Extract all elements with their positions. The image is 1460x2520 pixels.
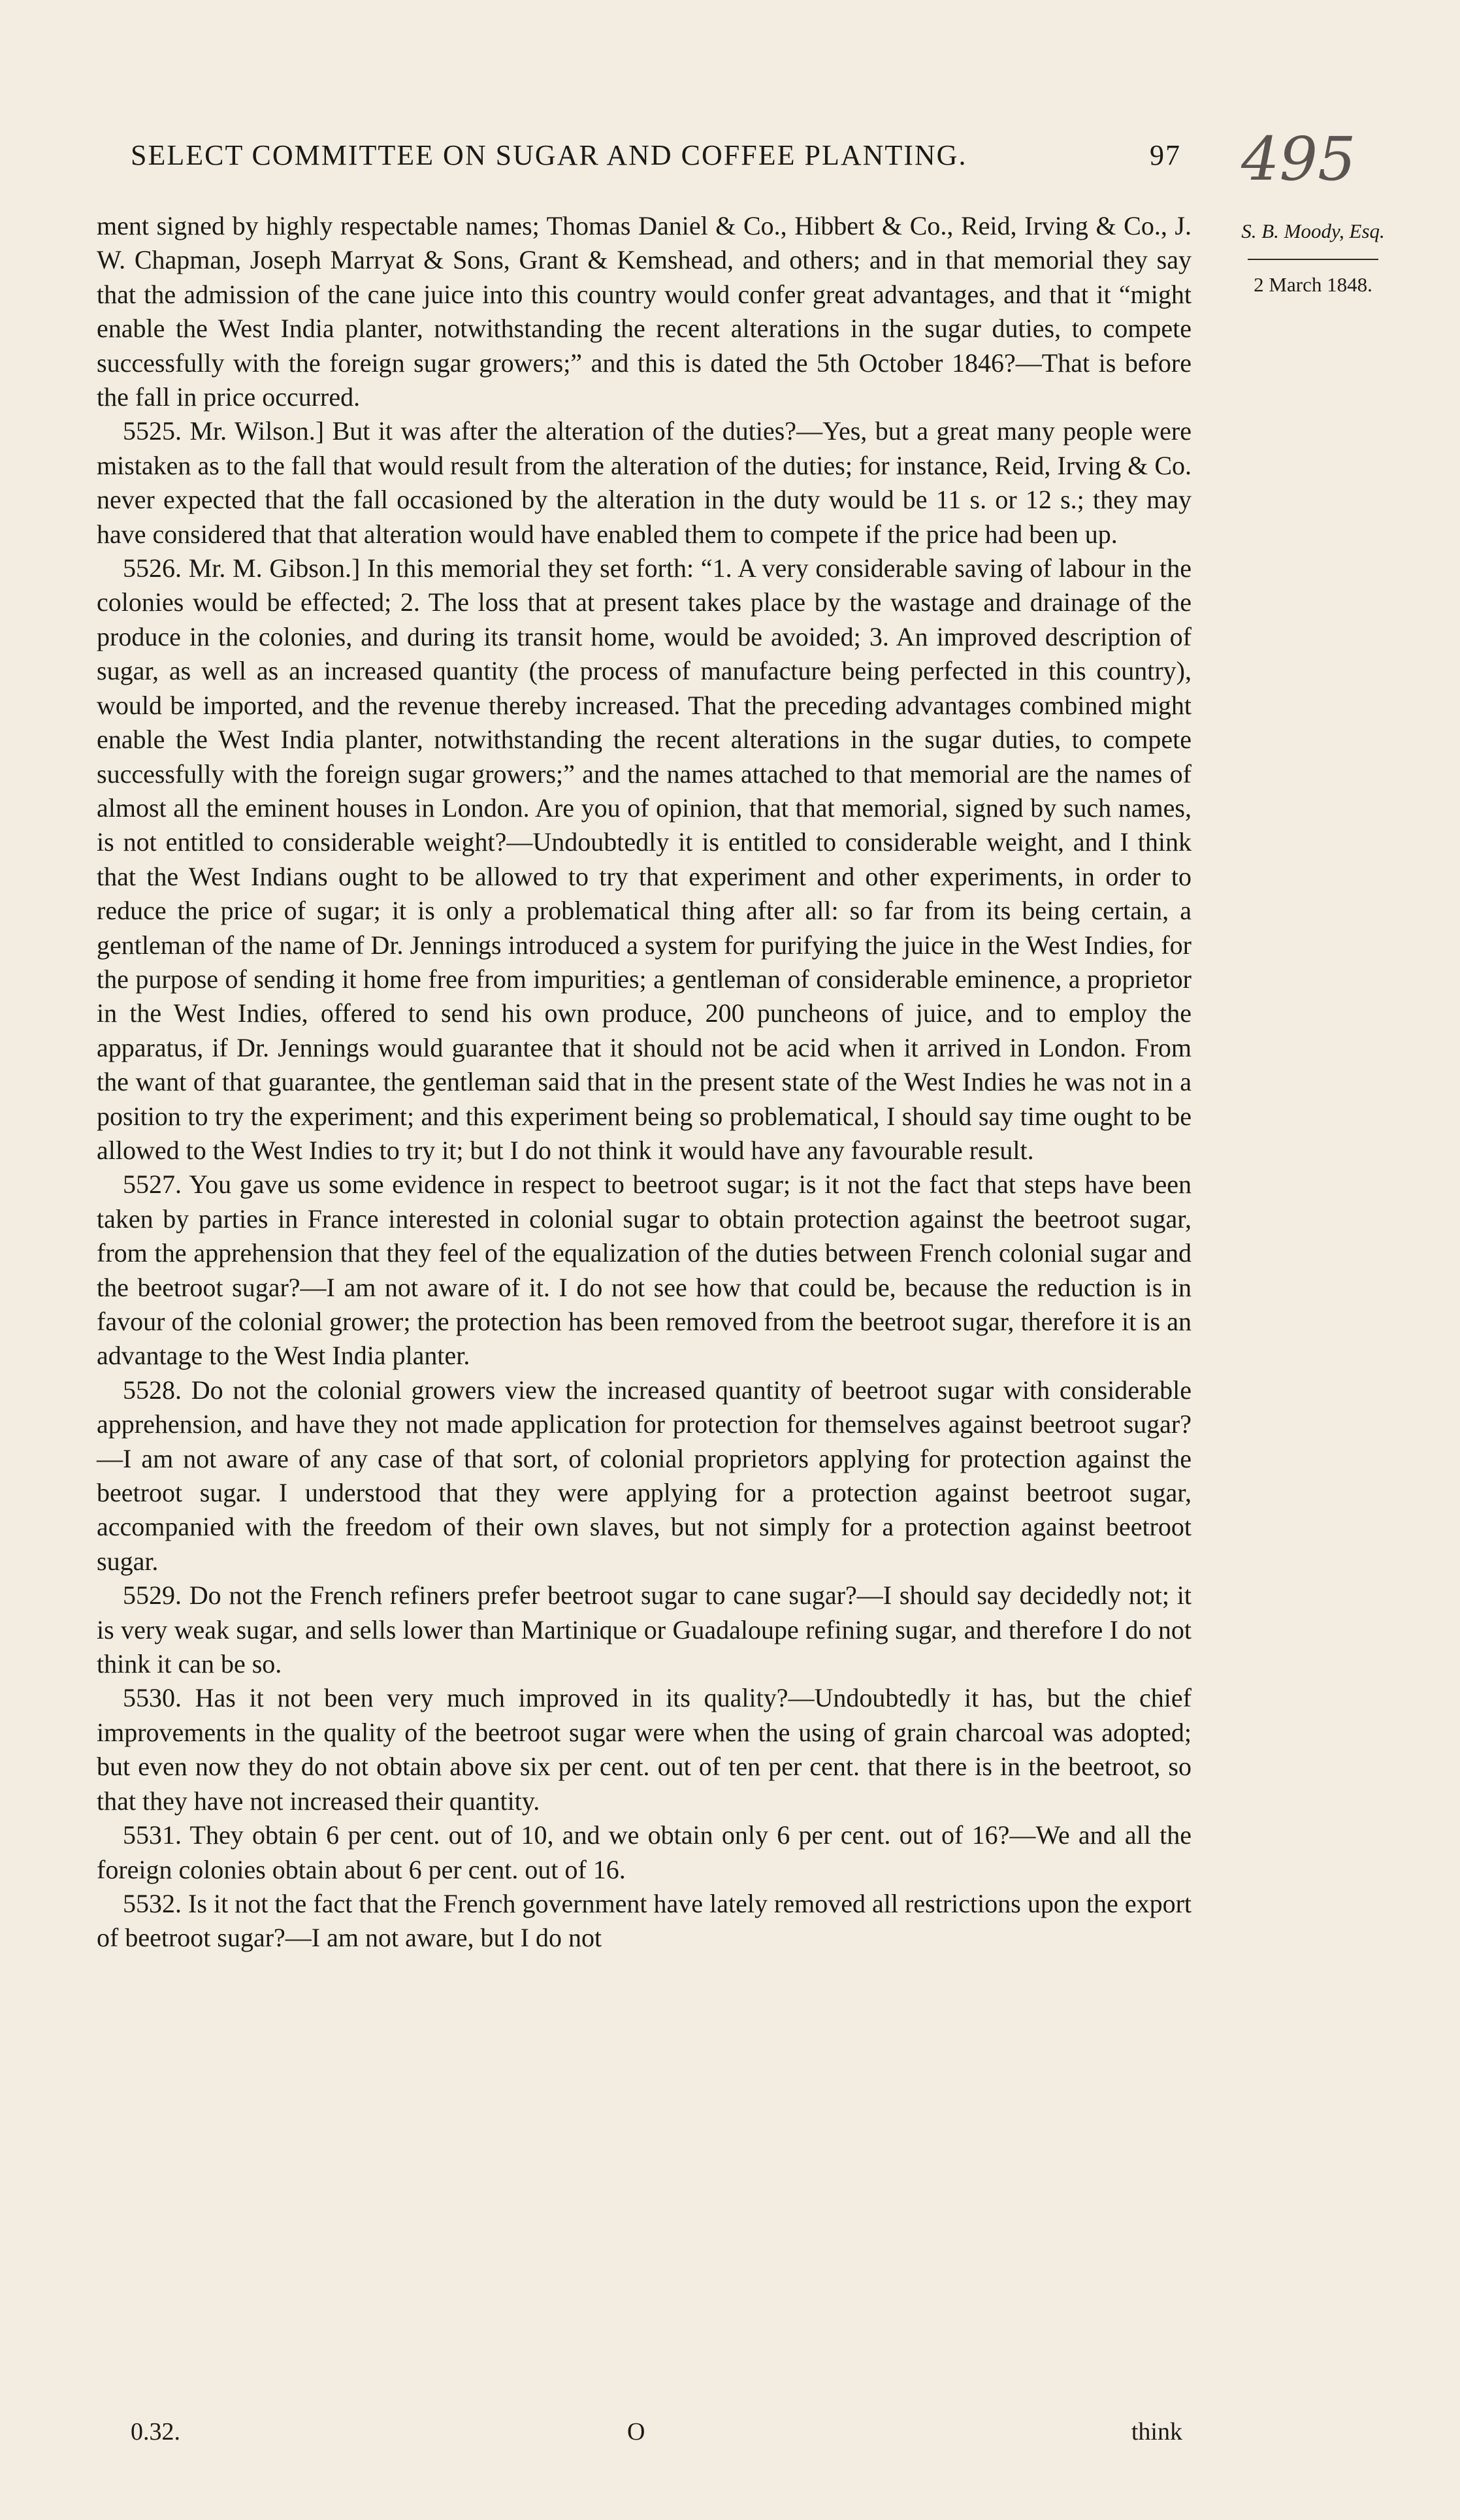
margin-witness: S. B. Moody, Esq. — [1241, 220, 1385, 242]
running-header — [131, 139, 1181, 172]
paragraph-5525: 5525. Mr. Wilson.] But it was after the alteration of the duties?—Yes, but a great many people were mistaken as to the fall that would result from the alteration of the duties; for instance, Reid, Irving & Co. never expected that the fall occasioned by the alteration in the duty would be 11 s. or 12 s.; they may have considered that that alteration would have enabled them to compete if the price had been up. — [97, 416, 1192, 549]
paragraph-5527: 5527. You gave us some evidence in respect to beetroot sugar; is it not the fact that steps have been taken by parties in France interested in colonial sugar to obtain protection against the beetroot sugar, from the apprehension that they feel of the equalization of the duties between French colonial sugar and the beetroot sugar?—I am not aware of it. I do not see how that could be, because the reduction is in favour of the colonial grower; the protection has been removed from the beetroot sugar, therefore it is an advantage to the West India planter. — [97, 1170, 1192, 1371]
paragraph-5526: 5526. Mr. M. Gibson.] In this memorial they set forth: “1. A very considerable saving of labour in the colonies would be effected; 2. The loss that at present takes place by the wastage and drainage of the produce in the colonies, and during its transit home, would be avoided; 3. An improved description of sugar, as well as an increased quantity (the process of manufacture being perfected in this country), would be imported, and the revenue thereby increased. That the preceding advantages combined might enable the West India planter, notwithstanding the recent alterations in the sugar duties, to compete successfully with the foreign sugar growers;” and the names attached to that memorial are the names of almost all the eminent houses in London. Are you of opinion, that that memorial, signed by such names, is not entitled to considerable weight?—Undoubtedly it is entitled to considerable weight, and I think that the West Indians ought to be allowed to try that experiment and other experiments, in order to reduce the price of sugar; it is only a problematical thing after all: so far from its being certain, a gentleman of the name of Dr. Jennings introduced a system for purifying the juice in the West Indies, for the purpose of sending it home free from impurities; a gentleman of considerable eminence, a proprietor in the West Indies, offered to send his own produce, 200 puncheons of juice, and to employ the apparatus, if Dr. Jennings would guarantee that it should not be acid when it arrived in London. From the want of that guarantee, the gentleman said that in the present state of the West Indies he was not in a position to try the experiment; and this experiment being so problematical, I should say time ought to be allowed to the West Indies to try it; but I do not think it would have any favourable result. — [97, 553, 1192, 1165]
sheet-mark: O — [627, 2418, 645, 2446]
catchword: think — [1131, 2418, 1182, 2446]
signature-mark: 0.32. — [131, 2418, 180, 2446]
paragraph-5528: 5528. Do not the colonial growers view the increased quantity of beetroot sugar with considerable apprehension, and have they not made application for protection for themselves against beetroot sugar?—I am not aware of any case of that sort, of colonial proprietors applying for protection against the beetroot sugar. I understood that they were applying for a protection against beetroot sugar, accompanied with the freedom of their own slaves, but not simply for a protection against beetroot sugar. — [97, 1375, 1192, 1576]
page-number: 97 — [1150, 139, 1181, 171]
margin-note — [1202, 214, 1424, 302]
margin-date: 2 March 1848. — [1254, 273, 1372, 296]
paragraph-5529: 5529. Do not the French refiners prefer beetroot sugar to cane sugar?—I should say decidedly not; it is very weak sugar, and sells lower than Martinique or Guadaloupe refining sugar, and therefore I do not think it can be so. — [97, 1580, 1192, 1679]
paragraph-5531: 5531. They obtain 6 per cent. out of 10, and we obtain only 6 per cent. out of 16?—We and all the foreign colonies obtain about 6 per cent. out of 16. — [97, 1820, 1192, 1884]
body-text — [97, 209, 1192, 1955]
paragraph-continued: ment signed by highly respectable names; Thomas Daniel & Co., Hibbert & Co., Reid, Irving & Co., J. W. Chapman, Joseph Marryat & Sons, Grant & Kemshead, and others; and in that memorial they say that the admission of the cane juice into this country would confer great advantages, and that it “might enable the West India planter, notwithstanding the recent alterations in the sugar duties, to compete successfully with the foreign sugar growers;” and this is dated the 5th October 1846?—That is before the fall in price occurred. — [97, 211, 1192, 412]
paragraph-5530: 5530. Has it not been very much improved in its quality?—Undoubtedly it has, but the chief improvements in the quality of the beetroot sugar were when the using of grain charcoal was adopted; but even now they do not obtain above six per cent. out of ten per cent. that there is in the beetroot, so that they have not increased their quantity. — [97, 1683, 1192, 1816]
paragraph-5532: 5532. Is it not the fact that the French government have lately removed all restrictions upon the export of beetroot sugar?—I am not aware, but I do not — [97, 1888, 1192, 1953]
header-title: SELECT COMMITTEE ON SUGAR AND COFFEE PLANTING. — [131, 139, 967, 171]
margin-rule — [1248, 259, 1378, 260]
handwritten-folio-number: 495 — [1241, 124, 1356, 194]
